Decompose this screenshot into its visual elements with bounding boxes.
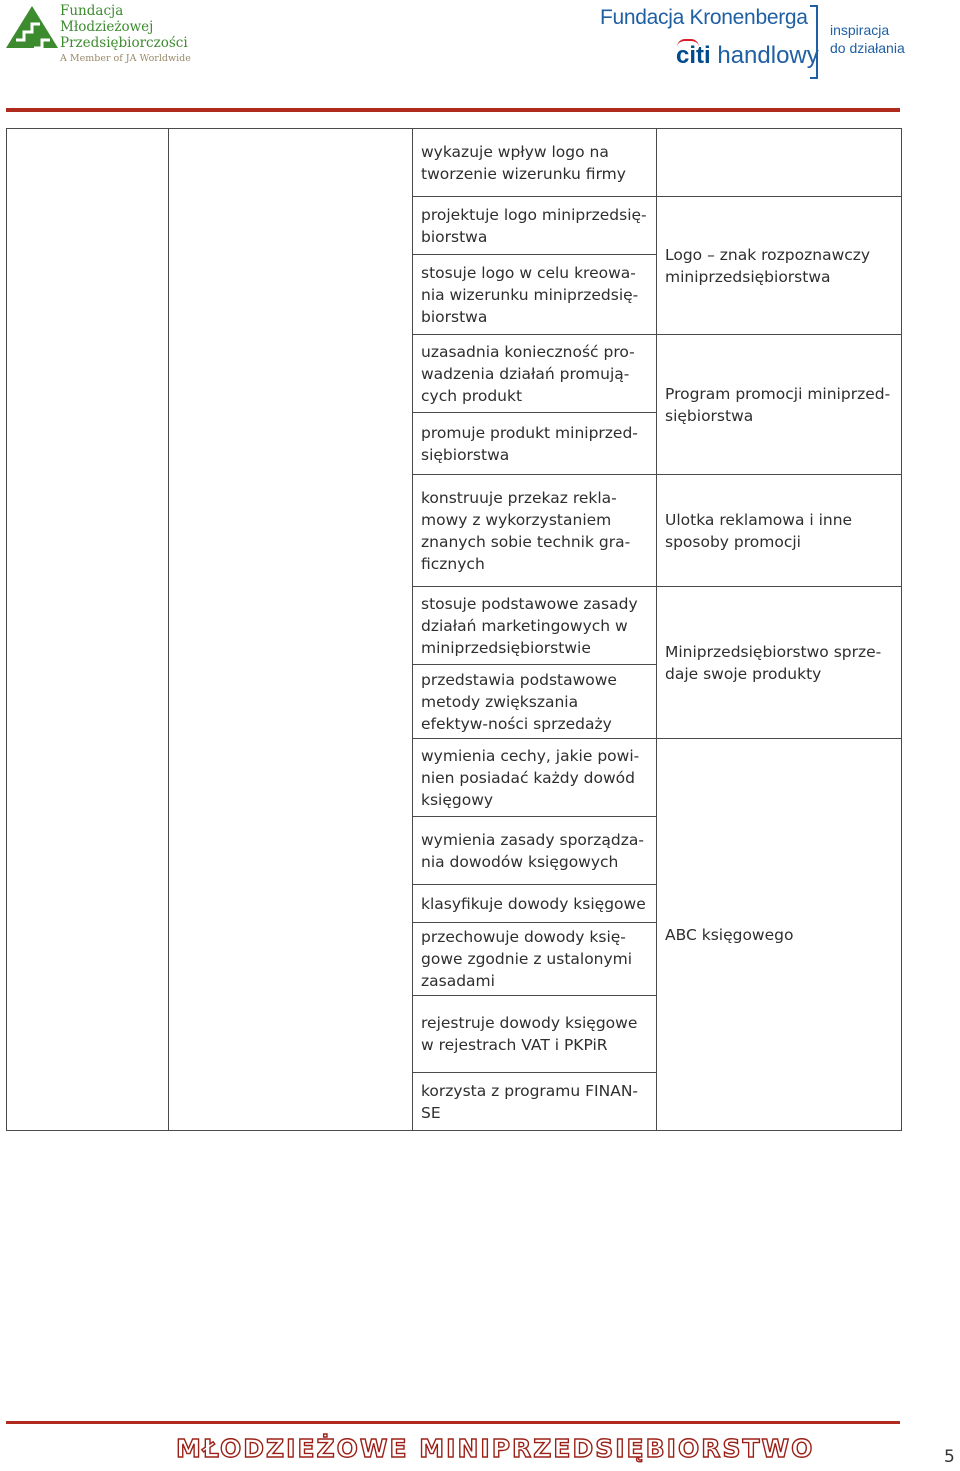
citi-mark: citi <box>676 42 711 69</box>
fmp-logo-subtitle: A Member of JA Worldwide <box>60 53 191 64</box>
topic-cell: Program promocji miniprzed-siębiorstwa <box>657 335 902 475</box>
objective-cell: przedstawia podstawowe metody zwiększania efektyw-ności sprzedaży <box>413 665 657 739</box>
tagline-line-2: do działania <box>830 40 905 56</box>
objective-cell: wymienia cechy, jakie powi-nien posiadać każdy dowód księgowy <box>413 739 657 817</box>
objective-cell: projektuje logo miniprzedsię-biorstwa <box>413 197 657 255</box>
objective-cell: wymienia zasady sporządza-nia dowodów księgowych <box>413 817 657 885</box>
objective-cell: stosuje podstawowe zasady działań marketingowych w miniprzedsiębiorstwie <box>413 587 657 665</box>
topic-cell: Logo – znak rozpoznawczy miniprzedsiębiorstwa <box>657 197 902 335</box>
topic-cell <box>657 129 902 197</box>
kronenberg-title: Fundacja Kronenberga <box>600 6 808 29</box>
objective-cell: stosuje logo w celu kreowa-nia wizerunku miniprzedsię-biorstwa <box>413 255 657 335</box>
topic-cell: ABC księgowego <box>657 739 902 1131</box>
objective-cell: promuje produkt miniprzed-siębiorstwa <box>413 413 657 475</box>
objective-cell: uzasadnia konieczność pro-wadzenia działań promują-cych produkt <box>413 335 657 413</box>
objective-cell: przechowuje dowody księ-gowe zgodnie z ustalonymi zasadami <box>413 923 657 996</box>
topic-cell: Miniprzedsiębiorstwo sprze-daje swoje produkty <box>657 587 902 739</box>
empty-column-1 <box>7 129 169 1131</box>
citi-handlowy-logo <box>676 42 819 70</box>
header-divider <box>6 108 900 112</box>
bracket-divider <box>810 5 818 79</box>
empty-column-2 <box>169 129 413 1131</box>
kronenberg-logo <box>598 2 938 78</box>
fmp-logo <box>4 4 204 66</box>
bank-word: handlowy <box>717 42 819 69</box>
tagline-line-1: inspiracja <box>830 22 890 38</box>
staircase-logo-icon <box>4 4 60 50</box>
objective-cell: wykazuje wpływ logo na tworzenie wizerunku firmy <box>413 129 657 197</box>
curriculum-table <box>6 128 902 1131</box>
objective-cell: rejestruje dowody księgowe w rejestrach VAT i PKPiR <box>413 996 657 1073</box>
footer-title: MŁODZIEŻOWE MINIPRZEDSIĘBIORSTWO <box>176 1434 815 1463</box>
table-row <box>7 129 902 197</box>
page-number: 5 <box>944 1447 955 1467</box>
topic-cell: Ulotka reklamowa i inne sposoby promocji <box>657 475 902 587</box>
objective-cell: konstruuje przekaz rekla-mowy z wykorzystaniem znanych sobie technik gra-ficznych <box>413 475 657 587</box>
fmp-logo-name: Fundacja Młodzieżowej Przedsiębiorczości <box>60 3 188 51</box>
objective-cell: klasyfikuje dowody księgowe <box>413 885 657 923</box>
objective-cell: korzysta z programu FINAN-SE <box>413 1073 657 1131</box>
footer-divider <box>6 1421 900 1424</box>
